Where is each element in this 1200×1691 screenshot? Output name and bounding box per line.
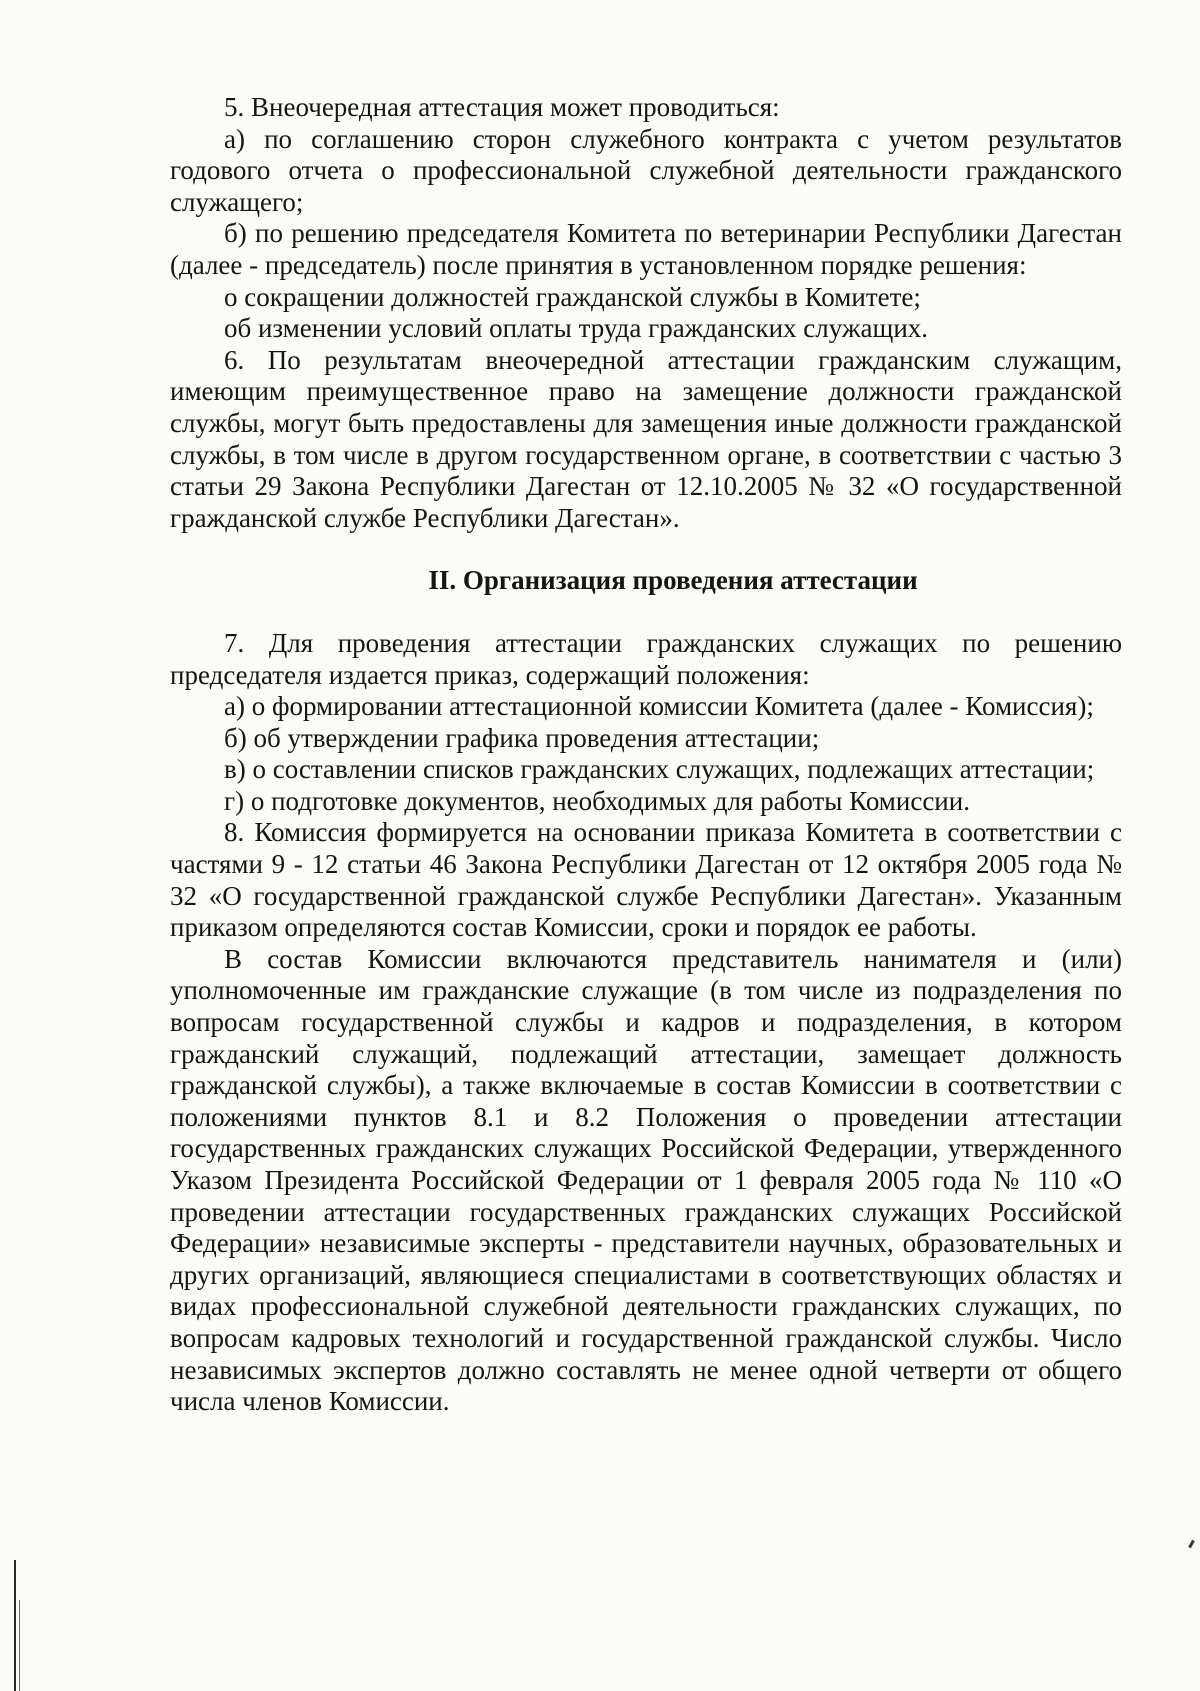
paragraph-item-8-continued: В состав Комиссии включаются представитель нанимателя и (или) уполномоченные им гражданские служащие (в том числе из подразделения по вопросам государственной службы и кадров и подразделения, в котором гражданский служащий, подлежащий аттестации, замещает должность гражданской службы), а также включаемые в состав Комиссии в соответствии с положениями пунктов 8.1 и 8.2 Положения о проведении аттестации государственных гражданских служащих Российской Федерации, утвержденного Указом Президента Российской Федерации от 1 февраля 2005 года № 110 «О проведении аттестации государственных гражданских служащих Российской Федерации» независимые эксперты - представители научных, образовательных и других организаций, являющиеся специалистами в соответствующих областях и видах профессиональной служебной деятельности гражданских служащих, по вопросам кадровых технологий и государственной гражданской службы. Число независимых экспертов должно составлять не менее одной четверти от общего числа членов Комиссии. <box>170 943 1122 1417</box>
paragraph-item-7: 7. Для проведения аттестации гражданских служащих по решению председателя издается приказ, содержащий положения: <box>170 627 1122 690</box>
paragraph-item-7c: в) о составлении списков гражданских служащих, подлежащих аттестации; <box>224 754 1095 785</box>
paragraph-item-5b: б) по решению председателя Комитета по ветеринарии Республики Дагестан (далее - председатель) после принятия в установленном порядке решения: <box>170 218 1122 280</box>
paragraph-item-5b-2: об изменении условий оплаты труда гражданских служащих. <box>224 313 929 344</box>
paragraph-item-7b: б) об утверждении графика проведения аттестации; <box>224 722 820 753</box>
scan-edge-line-secondary <box>19 1600 20 1691</box>
paragraph-item-7a: а) о формировании аттестационной комиссии Комитета (далее - Комиссия); <box>224 691 1094 722</box>
document-page <box>170 92 1122 1418</box>
paragraph-item-5b-1: о сокращении должностей гражданской службы в Комитете; <box>224 281 921 312</box>
section-heading: II. Организация проведения аттестации <box>428 565 918 596</box>
paragraph-item-8: 8. Комиссия формируется на основании приказа Комитета в соответствии с частями 9 - 12 статьи 46 Закона Республики Дагестан от 12 октября 2005 года № 32 «О государственной гражданской службе Республики Дагестан». Указанным приказом определяются состав Комиссии, сроки и порядок ее работы. <box>170 817 1122 943</box>
scan-edge-line <box>14 1560 16 1691</box>
paragraph-item-5: 5. Внеочередная аттестация может проводиться: <box>224 92 780 122</box>
paragraph-item-7d: г) о подготовке документов, необходимых для работы Комиссии. <box>224 785 970 816</box>
paragraph-item-6: 6. По результатам внеочередной аттестации гражданским служащим, имеющим преимущественное право на замещение должности гражданской службы, могут быть предоставлены для замещения иные должности гражданской службы, в том числе в другом государственном органе, в соответствии с частью 3 статьи 29 Закона Республики Дагестан от 12.10.2005 № 32 «О государственной гражданской службе Республики Дагестан». <box>170 344 1122 533</box>
scan-speck <box>1188 1540 1195 1548</box>
paragraph-item-5a: а) по соглашению сторон служебного контракта с учетом результатов годового отчета о профессиональной служебной деятельности гражданского служащего; <box>170 123 1122 217</box>
